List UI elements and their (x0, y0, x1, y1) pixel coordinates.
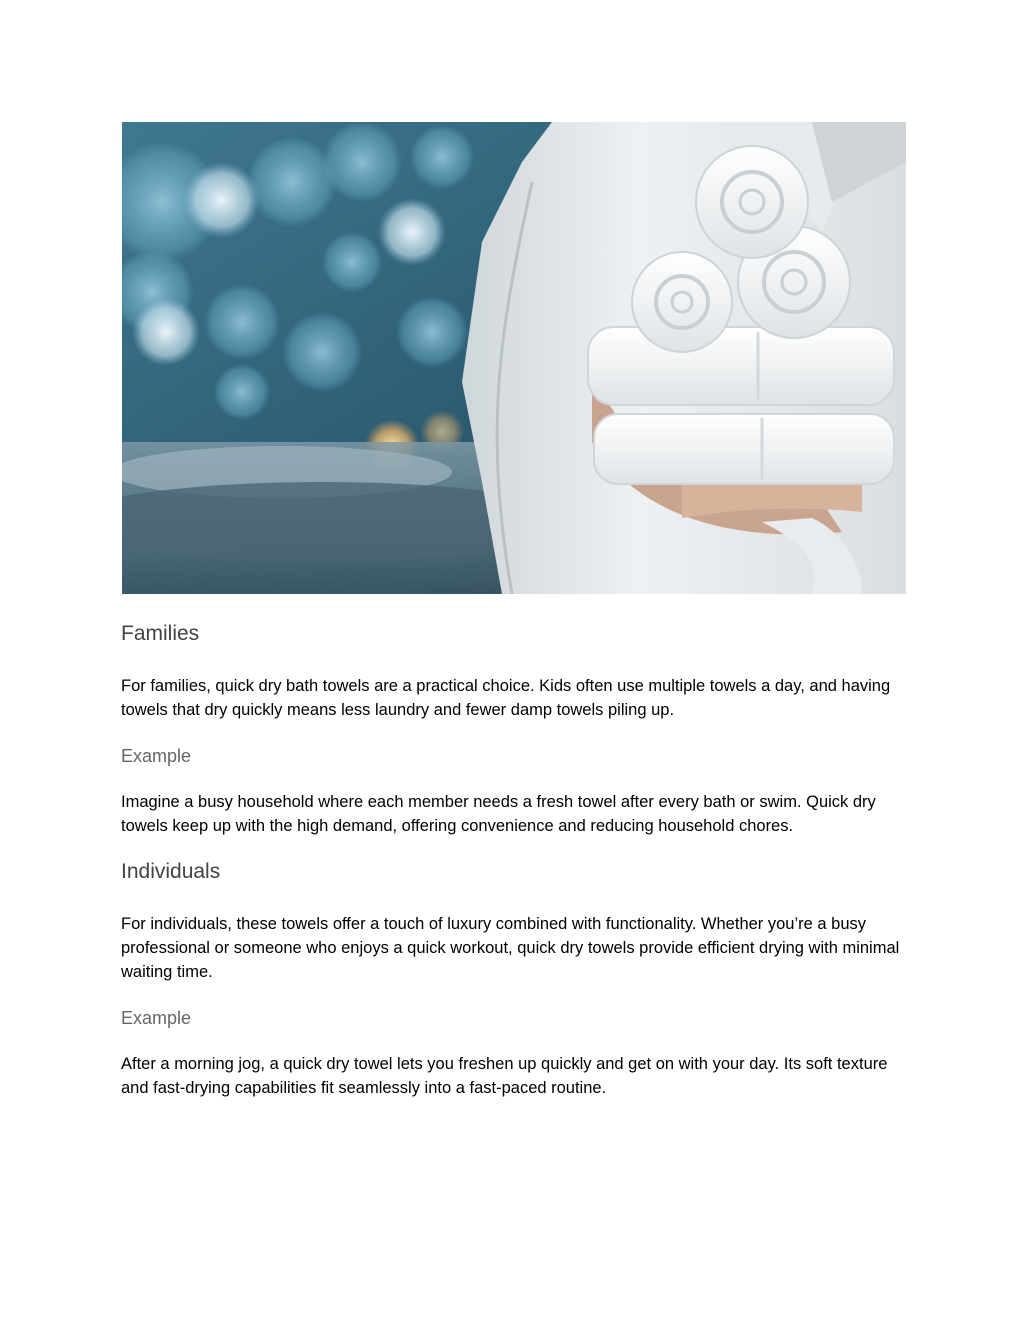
section-heading-individuals: Individuals (121, 860, 221, 883)
example-paragraph-individuals: After a morning jog, a quick dry towel lets you freshen up quickly and get on with your day. Its soft texture and fast-drying capabilities fit seamlessly into a fast-paced routine. (121, 1055, 888, 1097)
document-body (121, 620, 906, 1100)
example-heading-families: Example (121, 746, 192, 766)
example-paragraph-families: Imagine a busy household where each member needs a fresh towel after every bath or swim. Quick dry towels keep up with the high demand, offering convenience and reducing household chores. (121, 793, 876, 835)
paragraph-individuals: For individuals, these towels offer a touch of luxury combined with functionality. Whether you’re a busy professional or someone who enjoys a quick workout, quick dry towels provide efficient drying with minimal waiting time. (121, 915, 900, 981)
towels-photo-icon (122, 122, 906, 594)
hero-image (122, 122, 906, 594)
section-heading-families: Families (121, 622, 200, 645)
paragraph-families: For families, quick dry bath towels are a practical choice. Kids often use multiple towels a day, and having towels that dry quickly means less laundry and fewer damp towels piling up. (121, 677, 891, 719)
example-heading-individuals: Example (121, 1008, 192, 1028)
